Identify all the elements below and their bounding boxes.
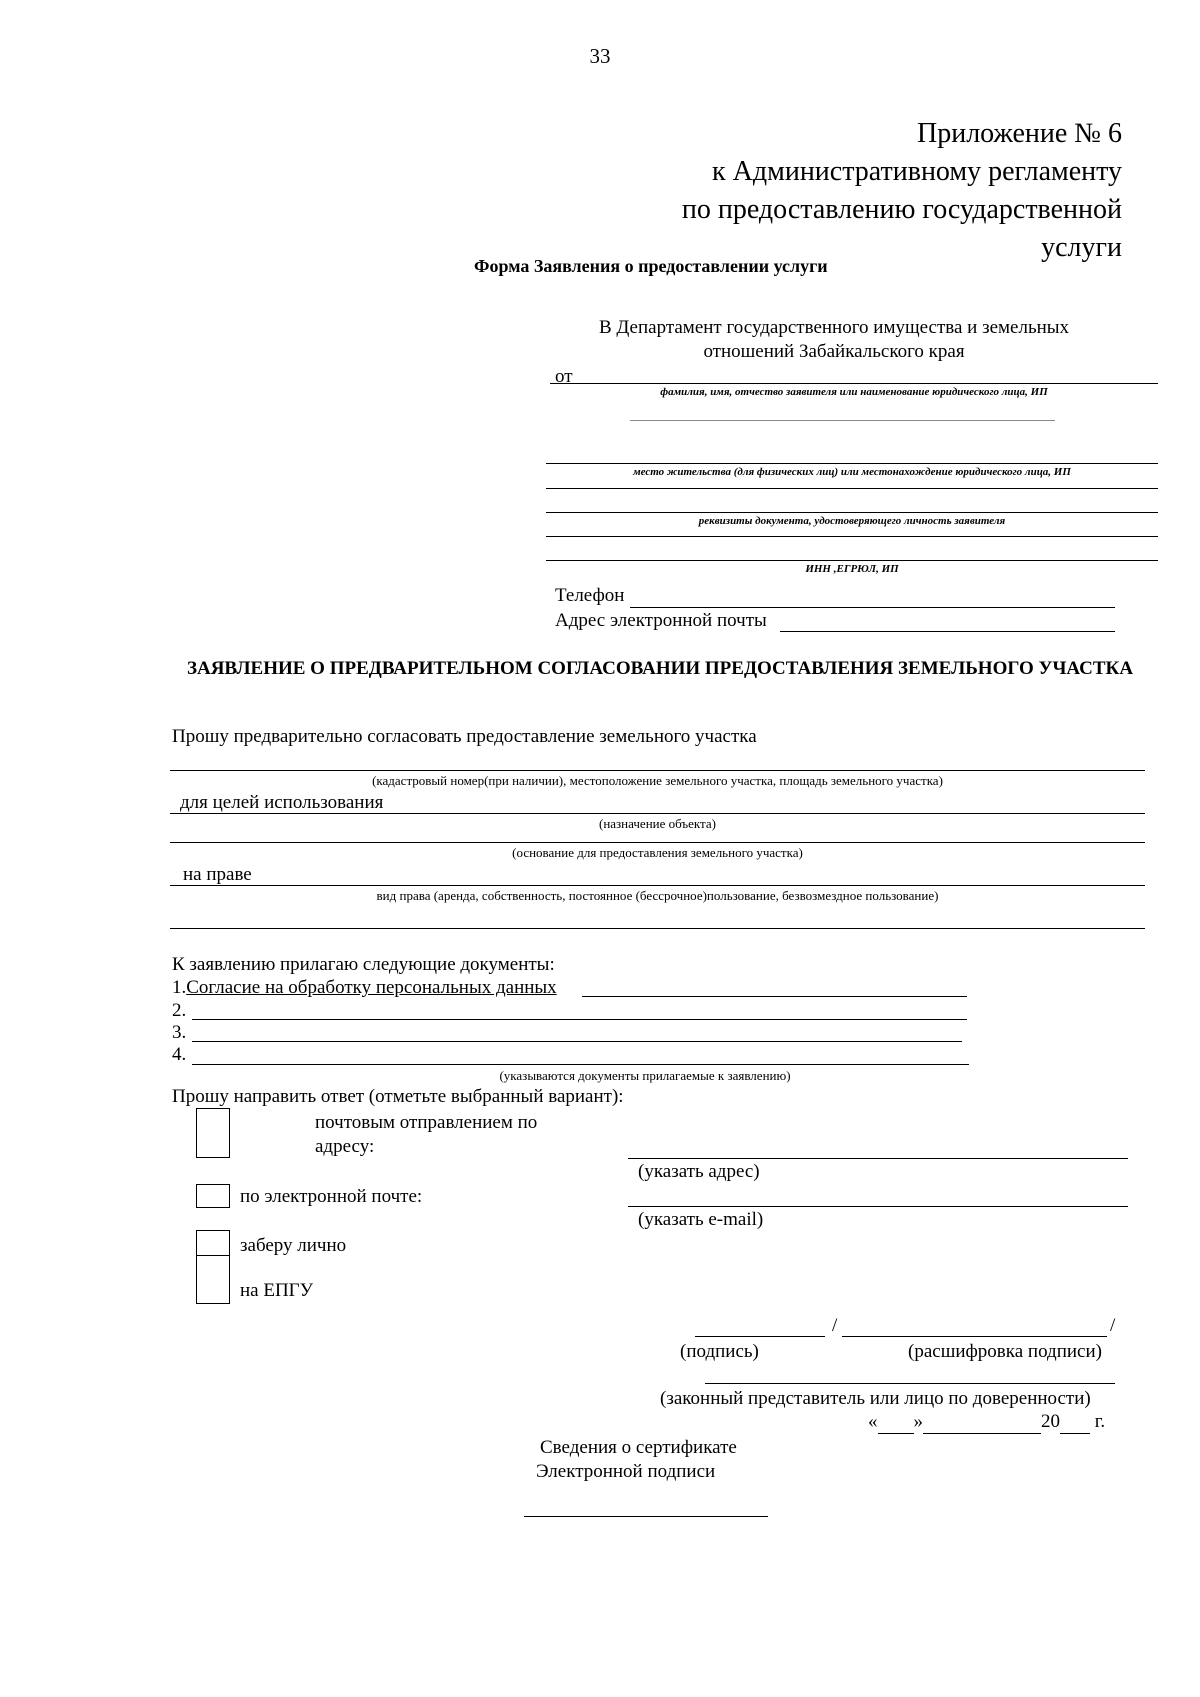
date-month-field[interactable] bbox=[923, 1411, 1041, 1434]
annex-line-3: по предоставлению государственной bbox=[681, 194, 1122, 225]
email-label: Адрес электронной почты bbox=[555, 610, 767, 631]
right-line-2[interactable] bbox=[170, 928, 1145, 929]
option-email: по электронной почте: bbox=[240, 1186, 423, 1207]
parcel-line[interactable] bbox=[170, 770, 1145, 771]
attachment-item-1-line[interactable] bbox=[582, 996, 967, 997]
option-epgu: на ЕПГУ bbox=[240, 1280, 314, 1301]
caption-signature: (подпись) bbox=[680, 1341, 759, 1362]
recipient-line-1: В Департамент государственного имущества и земельных bbox=[598, 317, 1070, 338]
checkbox-post[interactable] bbox=[196, 1108, 230, 1158]
caption-basis: (основание для предоставления земельного участка) bbox=[512, 845, 803, 860]
annex-line-1: Приложение № 6 bbox=[917, 118, 1122, 149]
caption-right: вид права (аренда, собственность, постоянное (бессрочное)пользование, безвозмездное пользование) bbox=[376, 888, 939, 903]
caption-applicant-document: реквизиты документа, удостоверяющего личность заявителя bbox=[698, 515, 1006, 527]
recipient-line-2: отношений Забайкальского края bbox=[703, 341, 965, 362]
caption-address: (указать адрес) bbox=[638, 1161, 760, 1182]
date-open-quote: « bbox=[868, 1411, 878, 1432]
attachment-item-3-number: 3. bbox=[172, 1022, 187, 1043]
phone-label: Телефон bbox=[555, 585, 625, 606]
annex-line-4: услуги bbox=[1041, 232, 1122, 263]
annex-heading bbox=[682, 115, 1122, 267]
caption-representative: (законный представитель или лицо по доверенности) bbox=[660, 1388, 1091, 1409]
main-title: ЗАЯВЛЕНИЕ О ПРЕДВАРИТЕЛЬНОМ СОГЛАСОВАНИИ ПРЕДОСТАВЛЕНИЯ ЗЕМЕЛЬНОГО УЧАСТКА bbox=[186, 658, 1134, 679]
email-address-field[interactable] bbox=[628, 1206, 1128, 1207]
caption-signature-decode: (расшифровка подписи) bbox=[908, 1341, 1102, 1362]
attachment-item-1-text: Согласие на обработку персональных данных bbox=[186, 977, 557, 998]
caption-applicant-ids: ИНН ,ЕГРЮЛ, ИП bbox=[805, 563, 899, 575]
date-year-field[interactable] bbox=[1060, 1411, 1090, 1434]
caption-applicant-name: фамилия, имя, отчество заявителя или наименование юридического лица, ИП bbox=[660, 386, 1048, 398]
purpose-label: для целей использования bbox=[180, 792, 384, 813]
recipient-block bbox=[560, 316, 1108, 364]
caption-purpose: (назначение объекта) bbox=[598, 816, 716, 831]
signature-slash-1: / bbox=[832, 1315, 838, 1336]
applicant-name-line-2[interactable] bbox=[630, 420, 1055, 421]
applicant-address-line-2[interactable] bbox=[546, 488, 1158, 489]
right-label: на праве bbox=[183, 864, 252, 885]
date-field bbox=[868, 1411, 1105, 1434]
page-number: 33 bbox=[589, 44, 611, 68]
request-intro: Прошу предварительно согласовать предоставление земельного участка bbox=[172, 726, 757, 747]
caption-attachments: (указываются документы прилагаемые к заявлению) bbox=[499, 1068, 791, 1083]
attachment-item-4-line[interactable] bbox=[192, 1064, 969, 1065]
applicant-address-line[interactable] bbox=[546, 463, 1158, 464]
attachment-item-2-line[interactable] bbox=[192, 1019, 967, 1020]
applicant-document-line[interactable] bbox=[546, 512, 1158, 513]
checkbox-divider bbox=[196, 1255, 230, 1256]
date-year-prefix: 20 bbox=[1041, 1411, 1060, 1432]
option-post-line-2: адресу: bbox=[315, 1136, 375, 1157]
post-address-field[interactable] bbox=[628, 1158, 1128, 1159]
attachment-item-1 bbox=[172, 977, 557, 999]
date-day-field[interactable] bbox=[878, 1411, 914, 1434]
signature-decode-field[interactable] bbox=[842, 1336, 1107, 1337]
checkbox-personal-epgu[interactable] bbox=[196, 1230, 230, 1304]
attachment-item-3-line[interactable] bbox=[192, 1041, 962, 1042]
applicant-document-line-2[interactable] bbox=[546, 536, 1158, 537]
response-intro: Прошу направить ответ (отметьте выбранный вариант): bbox=[172, 1086, 624, 1107]
checkbox-email[interactable] bbox=[196, 1184, 230, 1208]
purpose-line[interactable] bbox=[170, 813, 1145, 814]
signature-slash-2: / bbox=[1110, 1315, 1116, 1336]
from-label: от bbox=[555, 366, 573, 387]
option-personal: заберу лично bbox=[240, 1235, 347, 1256]
certificate-line[interactable] bbox=[524, 1516, 768, 1517]
date-close-quote: » bbox=[913, 1411, 923, 1432]
signature-field[interactable] bbox=[695, 1336, 825, 1337]
certificate-line-1: Сведения о сертификате bbox=[540, 1437, 737, 1458]
applicant-ids-line[interactable] bbox=[546, 560, 1158, 561]
attachment-item-4-number: 4. bbox=[172, 1044, 187, 1065]
basis-line[interactable] bbox=[170, 842, 1145, 843]
caption-applicant-address: место жительства (для физических лиц) или местонахождение юридического лица, ИП bbox=[633, 466, 1071, 478]
date-year-suffix: г. bbox=[1094, 1411, 1106, 1432]
option-post-line-1: почтовым отправлением по bbox=[315, 1112, 538, 1133]
caption-parcel: (кадастровый номер(при наличии), местоположение земельного участка, площадь земельного участка) bbox=[372, 773, 943, 788]
form-title: Форма Заявления о предоставлении услуги bbox=[474, 256, 828, 276]
phone-field[interactable] bbox=[630, 607, 1115, 608]
representative-field[interactable] bbox=[705, 1383, 1115, 1384]
email-field[interactable] bbox=[780, 631, 1115, 632]
certificate-line-2: Электронной подписи bbox=[536, 1461, 716, 1482]
right-line[interactable] bbox=[170, 885, 1145, 886]
attachment-item-1-number: 1. bbox=[172, 977, 187, 998]
applicant-name-line[interactable] bbox=[550, 383, 1158, 384]
caption-email: (указать e-mail) bbox=[638, 1209, 764, 1230]
attachments-intro: К заявлению прилагаю следующие документы: bbox=[172, 954, 555, 975]
annex-line-2: к Административному регламенту bbox=[712, 156, 1122, 187]
attachment-item-2-number: 2. bbox=[172, 1000, 187, 1021]
